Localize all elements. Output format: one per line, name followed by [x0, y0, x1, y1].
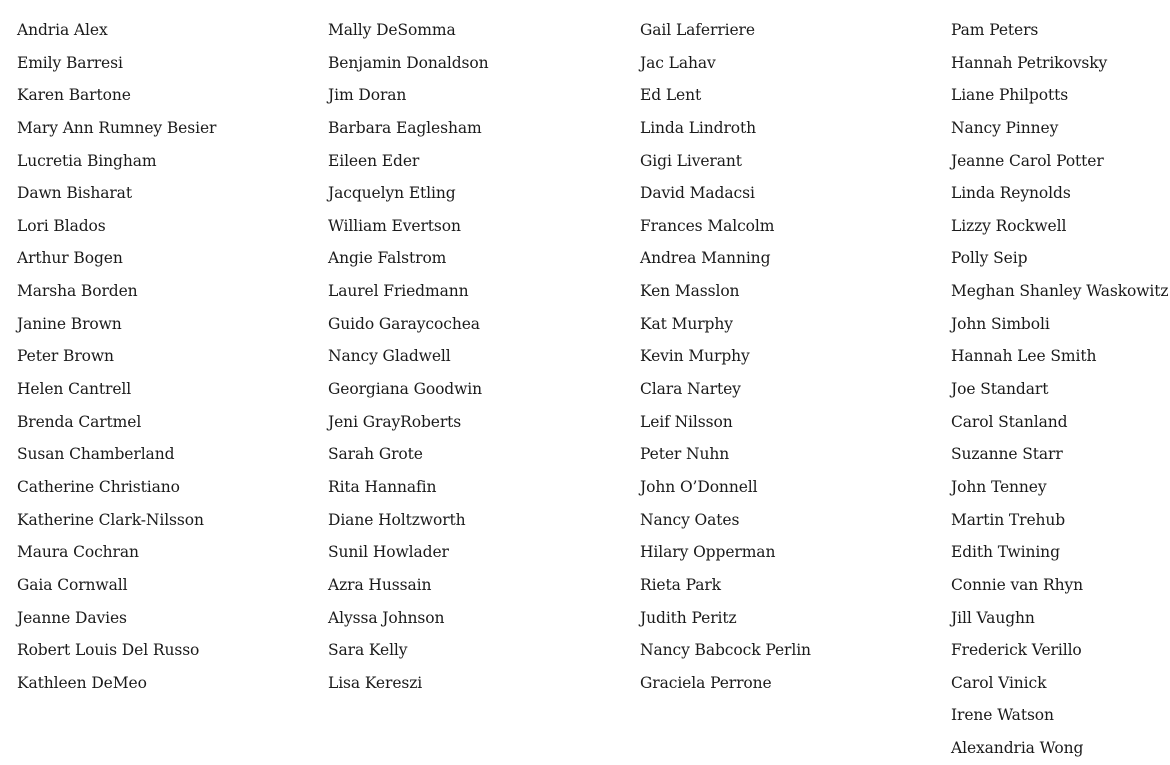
name-item: Helen Cantrell [17, 380, 132, 399]
name-item: Azra Hussain [328, 575, 432, 594]
name-item: Linda Reynolds [951, 184, 1071, 203]
name-item: Alexandria Wong [951, 739, 1084, 758]
name-item: Frederick Verillo [951, 641, 1082, 660]
name-item: Nancy Gladwell [328, 347, 451, 366]
name-item: John Tenney [951, 477, 1047, 496]
name-item: Jim Doran [328, 86, 407, 105]
name-item: Marsha Borden [17, 282, 138, 301]
name-item: Lisa Kereszi [328, 673, 423, 692]
name-item: Sara Kelly [328, 641, 408, 660]
name-item: David Madacsi [640, 184, 755, 203]
name-item: Carol Stanland [951, 412, 1068, 431]
name-item: Jac Lahav [640, 53, 716, 72]
name-item: Georgiana Goodwin [328, 380, 483, 399]
name-item: Kat Murphy [640, 314, 733, 333]
name-item: Angie Falstrom [328, 249, 447, 268]
name-item: Leif Nilsson [640, 412, 733, 431]
name-item: Rita Hannafin [328, 477, 437, 496]
name-item: Gaia Cornwall [17, 575, 128, 594]
name-item: Jeni GrayRoberts [328, 412, 462, 431]
names-column-4 [951, 14, 1168, 765]
name-item: Ken Masslon [640, 282, 740, 301]
name-item: Rieta Park [640, 575, 721, 594]
name-item: Liane Philpotts [951, 86, 1069, 105]
name-item: Irene Watson [951, 706, 1054, 725]
name-item: Eileen Eder [328, 151, 420, 170]
name-item: Dawn Bisharat [17, 184, 132, 203]
name-item: Polly Seip [951, 249, 1028, 268]
name-item: Edith Twining [951, 543, 1060, 562]
name-item: Graciela Perrone [640, 673, 772, 692]
name-item: Carol Vinick [951, 673, 1047, 692]
name-item: Laurel Friedmann [328, 282, 469, 301]
name-item: Brenda Cartmel [17, 412, 142, 431]
name-item: Kathleen DeMeo [17, 673, 147, 692]
name-item: Pam Peters [951, 21, 1039, 39]
name-item: Gail Laferriere [640, 21, 755, 39]
name-item: Judith Peritz [640, 608, 737, 627]
name-item: Frances Malcolm [640, 216, 775, 235]
name-item: John O’Donnell [640, 477, 758, 496]
names-column-1 [17, 14, 216, 699]
name-item: Clara Nartey [640, 380, 741, 399]
name-item: Susan Chamberland [17, 445, 175, 464]
name-item: Robert Louis Del Russo [17, 641, 200, 660]
name-item: Hannah Lee Smith [951, 347, 1097, 366]
name-item: Jeanne Carol Potter [951, 151, 1104, 170]
name-item: Nancy Oates [640, 510, 740, 529]
name-item: Sarah Grote [328, 445, 423, 464]
name-item: Hannah Petrikovsky [951, 53, 1108, 72]
name-item: Peter Nuhn [640, 445, 730, 464]
name-item: Andria Alex [17, 21, 108, 39]
name-item: Jeanne Davies [17, 608, 127, 627]
name-item: Jill Vaughn [951, 608, 1035, 627]
name-item: Andrea Manning [640, 249, 771, 268]
name-item: Connie van Rhyn [951, 575, 1084, 594]
name-item: Maura Cochran [17, 543, 139, 562]
name-item: Meghan Shanley Waskowitz [951, 282, 1169, 301]
names-grid [17, 14, 1170, 765]
name-item: Jacquelyn Etling [328, 184, 456, 203]
name-item: Diane Holtzworth [328, 510, 466, 529]
name-item: Kevin Murphy [640, 347, 750, 366]
name-item: Alyssa Johnson [328, 608, 445, 627]
name-item: Hilary Opperman [640, 543, 776, 562]
name-item: Peter Brown [17, 347, 114, 366]
name-item: Guido Garaycochea [328, 314, 480, 333]
name-item: Arthur Bogen [17, 249, 123, 268]
name-item: Benjamin Donaldson [328, 53, 489, 72]
name-item: Catherine Christiano [17, 477, 180, 496]
name-item: Linda Lindroth [640, 118, 757, 137]
name-item: Emily Barresi [17, 53, 123, 72]
names-column-2 [328, 14, 489, 699]
name-item: Janine Brown [17, 314, 122, 333]
name-item: Mary Ann Rumney Besier [17, 118, 217, 137]
name-item: Karen Bartone [17, 86, 131, 105]
name-item: John Simboli [951, 314, 1050, 333]
name-item: Joe Standart [951, 380, 1049, 399]
name-item: Martin Trehub [951, 510, 1066, 529]
name-item: Lucretia Bingham [17, 151, 157, 170]
name-item: Sunil Howlader [328, 543, 449, 562]
name-item: Barbara Eaglesham [328, 118, 482, 137]
name-item: Lori Blados [17, 216, 106, 235]
name-item: Mally DeSomma [328, 21, 456, 39]
name-item: Nancy Pinney [951, 118, 1059, 137]
name-item: Lizzy Rockwell [951, 216, 1067, 235]
name-item: Suzanne Starr [951, 445, 1063, 464]
name-item: Katherine Clark-Nilsson [17, 510, 204, 529]
name-item: William Evertson [328, 216, 461, 235]
name-item: Ed Lent [640, 86, 702, 105]
name-item: Gigi Liverant [640, 151, 742, 170]
name-item: Nancy Babcock Perlin [640, 641, 811, 660]
names-column-3 [640, 14, 811, 699]
